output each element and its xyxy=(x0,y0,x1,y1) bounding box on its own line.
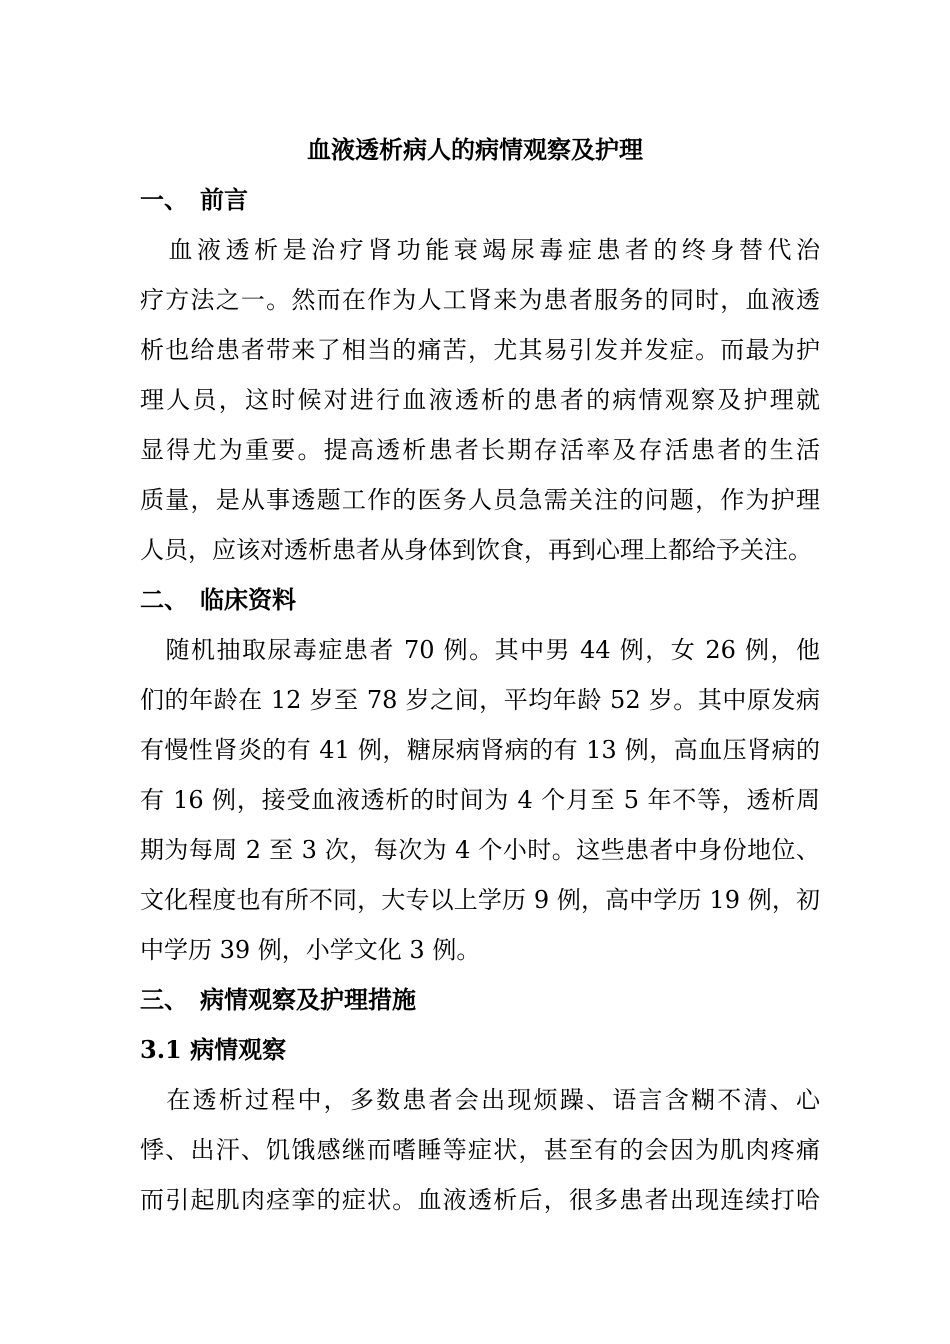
paragraph-line: 析也给患者带来了相当的痛苦，尤其易引发并发症。而最为护 xyxy=(140,336,820,364)
paragraph-line: 疗方法之一。然而在作为人工肾来为患者服务的同时，血液透 xyxy=(140,286,820,314)
section-number: 三、 xyxy=(140,985,188,1014)
document-title: 血液透析病人的病情观察及护理 xyxy=(307,135,643,164)
paragraph-line: 文化程度也有所不同，大专以上学历 9 例，高中学历 19 例，初 xyxy=(140,886,820,914)
paragraph-line: 显得尤为重要。提高透析患者长期存活率及存活患者的生活 xyxy=(140,436,820,464)
section-title: 病情观察及护理措施 xyxy=(200,985,416,1014)
paragraph-line: 悸、出汗、饥饿感继而嗜睡等症状，甚至有的会因为肌肉疼痛 xyxy=(140,1136,820,1164)
paragraph-line: 理人员，这时候对进行血液透析的患者的病情观察及护理就 xyxy=(140,386,820,414)
section-heading-observation-care xyxy=(140,982,416,1018)
paragraph-line: 中学历 39 例，小学文化 3 例。 xyxy=(140,936,481,964)
paragraph-line: 们的年龄在 12 岁至 78 岁之间，平均年龄 52 岁。其中原发病 xyxy=(140,686,820,714)
section-title: 前言 xyxy=(200,185,248,214)
section-heading-preface xyxy=(140,182,248,218)
paragraph-line: 在透析过程中，多数患者会出现烦躁、语言含糊不清、心 xyxy=(140,1086,820,1114)
paragraph-line: 人员，应该对透析患者从身体到饮食，再到心理上都给予关注。 xyxy=(140,536,812,564)
paragraph-line: 而引起肌肉痉挛的症状。血液透析后，很多患者出现连续打哈 xyxy=(140,1186,820,1214)
section-heading-clinical-data xyxy=(140,582,296,618)
paragraph-line: 期为每周 2 至 3 次，每次为 4 个小时。这些患者中身份地位、 xyxy=(140,836,820,864)
subsection-heading: 3.1 病情观察 xyxy=(140,1035,287,1064)
section-title: 临床资料 xyxy=(200,585,296,614)
paragraph-line: 质量，是从事透题工作的医务人员急需关注的问题，作为护理 xyxy=(140,486,820,514)
section-number: 一、 xyxy=(140,185,188,214)
paragraph-line: 血液透析是治疗肾功能衰竭尿毒症患者的终身替代治 xyxy=(140,236,820,264)
paragraph-line: 随机抽取尿毒症患者 70 例。其中男 44 例，女 26 例，他 xyxy=(140,636,820,664)
paragraph-line: 有 16 例，接受血液透析的时间为 4 个月至 5 年不等，透析周 xyxy=(140,786,820,814)
paragraph-line: 有慢性肾炎的有 41 例，糖尿病肾病的有 13 例，高血压肾病的 xyxy=(140,736,820,764)
section-number: 二、 xyxy=(140,585,188,614)
